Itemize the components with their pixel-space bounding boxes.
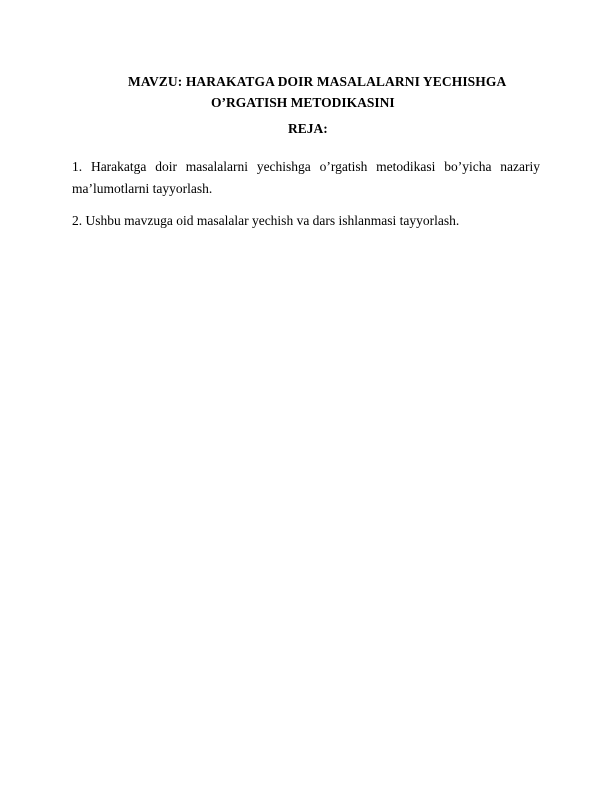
title-line-2: O’RGATISH METODIKASINI [211, 95, 395, 110]
title-line-1: MAVZU: HARAKATGA DOIR MASALALARNI YECHISHGA [128, 74, 507, 89]
plan-heading: REJA: [288, 121, 328, 136]
plan-item-1: 1. Harakatga doir masalalarni yechishga o’rgatish metodikasi bo’yicha nazariy ma’lumotlarni tayyorlash. [72, 159, 540, 196]
plan-item-2: 2. Ushbu mavzuga oid masalalar yechish va dars ishlanmasi tayyorlash. [72, 213, 460, 228]
